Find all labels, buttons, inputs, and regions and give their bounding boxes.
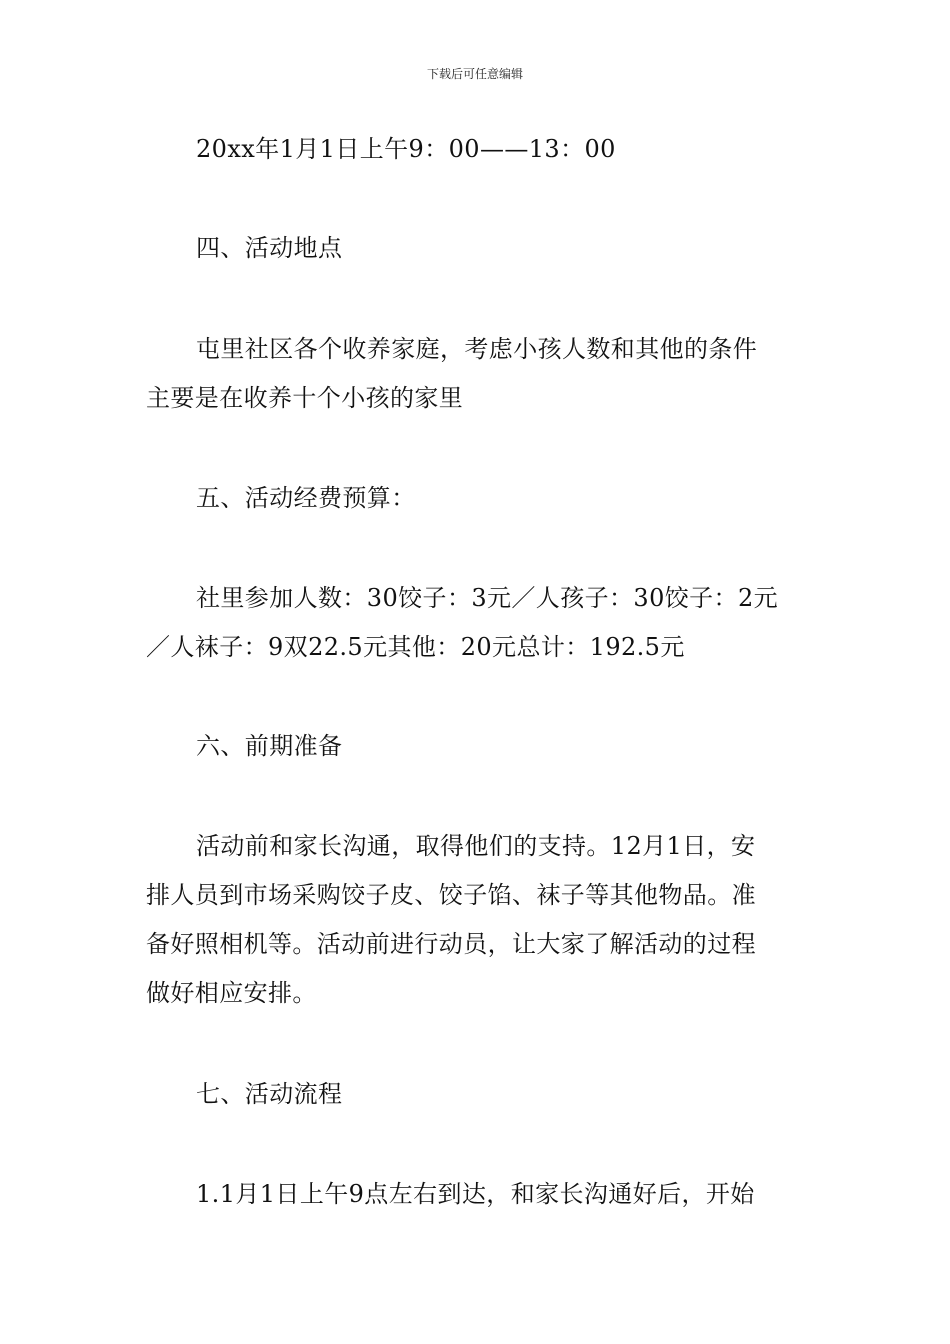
paragraph-line: 排人员到市场采购饺子皮、饺子馅、袜子等其他物品。准 — [146, 881, 756, 909]
paragraph-line: 屯里社区各个收养家庭，考虑小孩人数和其他的条件 — [196, 335, 758, 363]
paragraph-activity-time — [146, 125, 808, 174]
paragraph-location — [146, 325, 808, 423]
paragraph-line: 主要是在收养十个小孩的家里 — [146, 384, 464, 412]
section-heading-budget — [146, 474, 808, 523]
paragraph-process — [146, 1170, 808, 1219]
paragraph-line: 活动前和家长沟通，取得他们的支持。12月1日，安 — [196, 832, 756, 860]
paragraph-line: 社里参加人数：30饺子：3元／人孩子：30饺子：2元 — [196, 584, 779, 612]
paragraph-line: 备好照相机等。活动前进行动员，让大家了解活动的过程 — [146, 930, 756, 958]
paragraph-budget — [146, 574, 808, 672]
paragraph-line: 四、活动地点 — [196, 234, 343, 262]
section-heading-preparation — [146, 722, 808, 771]
paragraph-line: 做好相应安排。 — [146, 979, 317, 1007]
paragraph-preparation — [146, 822, 808, 1018]
paragraph-line: 20xx年1月1日上午9：00——13：00 — [196, 135, 616, 163]
paragraph-line: 六、前期准备 — [196, 732, 343, 760]
page-header: 下载后可任意编辑 — [426, 67, 523, 81]
paragraph-line: 1.1月1日上午9点左右到达，和家长沟通好后，开始 — [196, 1180, 755, 1208]
paragraph-line: 七、活动流程 — [196, 1080, 343, 1108]
paragraph-line: ／人袜子：9双22.5元其他：20元总计：192.5元 — [146, 633, 685, 661]
paragraph-line: 五、活动经费预算： — [196, 484, 416, 512]
section-heading-process — [146, 1070, 808, 1119]
section-heading-location — [146, 224, 808, 273]
